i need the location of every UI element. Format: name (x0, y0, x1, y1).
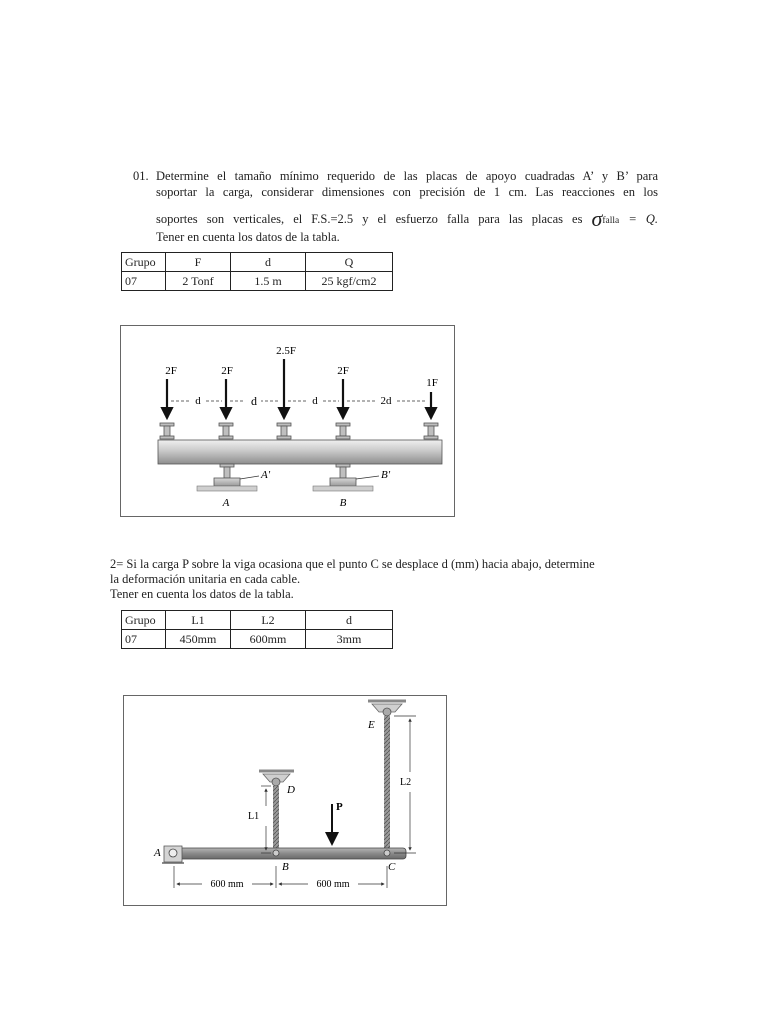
plate-b (330, 478, 356, 486)
table-cell: 3mm (306, 630, 393, 649)
load-label: 2F (165, 365, 177, 377)
plate-a (214, 478, 240, 486)
problem-2-line-1: 2= Si la carga P sobre la viga ocasiona que el punto C se desplace d (mm) hacia abajo, determine (110, 557, 595, 571)
spacing-label: d (312, 395, 318, 407)
problem-2-text (110, 557, 670, 602)
plate-label: A' (261, 469, 271, 481)
support-stubs (220, 464, 350, 478)
problem-1-equals-q: = Q. (619, 212, 658, 226)
dimension-l1 (261, 786, 271, 853)
ceiling-mount-e (368, 701, 406, 716)
table-header-cell: d (231, 253, 306, 272)
pin-b (273, 850, 279, 856)
cable-bd (273, 786, 279, 853)
table-cell: 1.5 m (231, 272, 306, 291)
beam (158, 440, 442, 464)
pin-c (384, 850, 390, 856)
point-label: E (368, 719, 375, 731)
table-header-cell: F (166, 253, 231, 272)
span-label: 600 mm (210, 879, 244, 890)
table-header-cell: d (306, 611, 393, 630)
support-label: A (222, 497, 230, 509)
leader-b (356, 476, 379, 479)
ground-b (313, 486, 373, 491)
cable-length-label: L1 (248, 811, 260, 822)
sigma-subscript: falla (602, 216, 620, 226)
beam-figure-1 (120, 325, 455, 517)
table-header-row (122, 253, 393, 272)
beam-figure-2 (123, 695, 447, 906)
table-header-cell: Grupo (122, 611, 166, 630)
ground-a (197, 486, 257, 491)
cable-ce (384, 716, 390, 853)
table-row (122, 272, 393, 291)
point-label: A (154, 847, 161, 859)
cable-beam-diagram (124, 696, 446, 905)
problem-1-line-3 (156, 208, 658, 229)
problem-1-text (133, 168, 658, 245)
table-cell: 600mm (231, 630, 306, 649)
load-label: 2F (337, 365, 349, 377)
point-label: B (282, 861, 289, 873)
load-p-label: P (336, 801, 343, 813)
table-header-cell: L1 (166, 611, 231, 630)
beam-diagram-1 (121, 326, 454, 516)
problem-1-line-2: soportar la carga, considerar dimensiones con precisión de 1 cm. Las reacciones en los (156, 185, 658, 199)
problem-1-number: 01. (133, 169, 149, 183)
plate-label: B' (381, 469, 391, 481)
table-cell: 2 Tonf (166, 272, 231, 291)
dimension-horizontal (174, 866, 387, 888)
problem-1-data-table (121, 252, 393, 291)
cable-length-label: L2 (400, 777, 412, 788)
rigid-beam (174, 848, 406, 859)
problem-2-line-3: Tener en cuenta los datos de la tabla. (110, 587, 294, 601)
spacing-label: d (195, 395, 201, 407)
spacing-label: d (251, 394, 257, 408)
table-cell: 25 kgf/cm2 (306, 272, 393, 291)
problem-1-line-1: Determine el tamaño mínimo requerido de las placas de apoyo cuadradas A’ y B’ para (156, 169, 658, 183)
problem-1-line-4: Tener en cuenta los datos de la tabla. (156, 230, 340, 244)
load-label: 2F (221, 365, 233, 377)
span-label: 600 mm (316, 879, 350, 890)
spacing-label: 2d (380, 395, 392, 407)
load-arrows (167, 359, 431, 418)
pin-support-a (162, 846, 184, 863)
load-label: 1F (426, 377, 438, 389)
load-label: 2.5F (276, 345, 296, 357)
support-label: B (339, 497, 347, 509)
point-label: C (388, 861, 396, 873)
table-header-cell: L2 (231, 611, 306, 630)
table-row (122, 630, 393, 649)
problem-1-line-3-text: soportes son verticales, el F.S.=2.5 y el esfuerzo falla para las placas es (156, 212, 583, 226)
problem-2-line-2: la deformación unitaria en cada cable. (110, 572, 301, 586)
table-header-cell: Grupo (122, 253, 166, 272)
table-cell: 07 (122, 630, 166, 649)
table-header-row (122, 611, 393, 630)
top-stubs (160, 423, 438, 439)
problem-2-data-table (121, 610, 393, 649)
table-header-cell: Q (306, 253, 393, 272)
table-cell: 07 (122, 272, 166, 291)
table-cell: 450mm (166, 630, 231, 649)
leader-a (240, 476, 259, 479)
sigma-symbol: σ (591, 206, 603, 231)
point-label: D (287, 784, 295, 796)
